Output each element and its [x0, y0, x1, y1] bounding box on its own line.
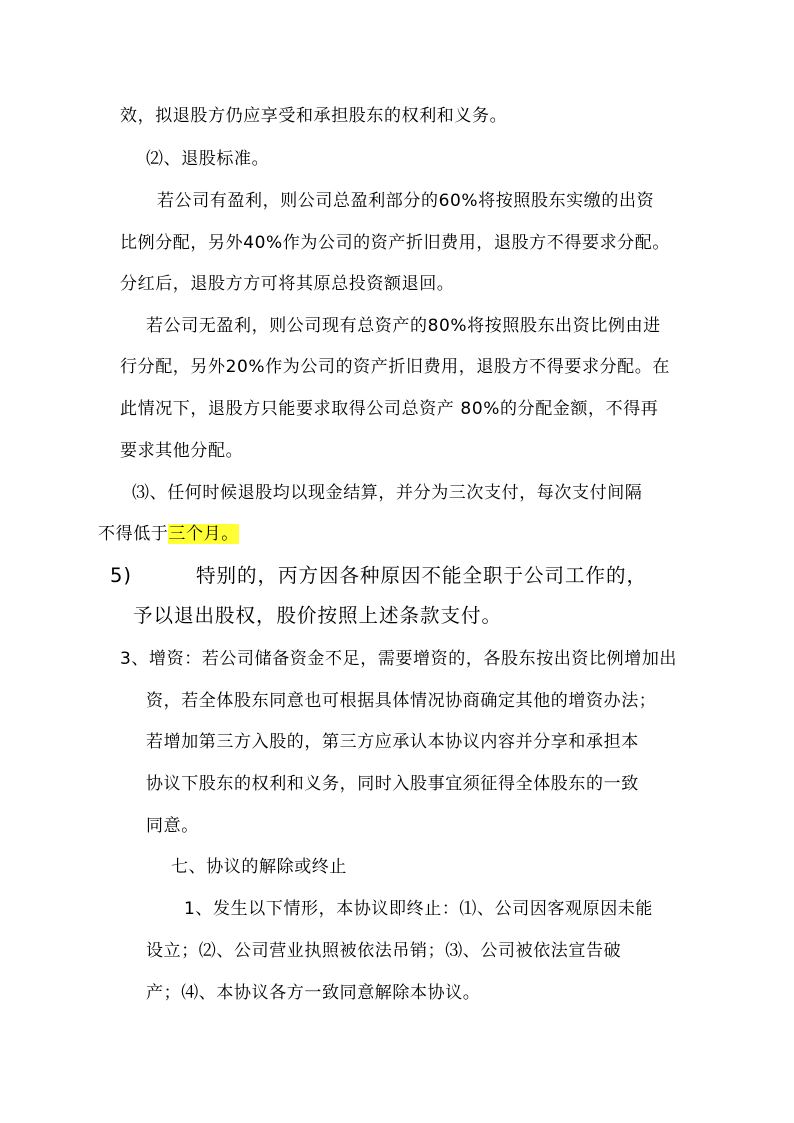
paragraph-line: 若公司有盈利，则公司总盈利部分的60%将按照股东实缴的出资	[157, 191, 655, 211]
section-heading: ⑵、退股标准。	[146, 149, 270, 169]
paragraph-line	[98, 523, 239, 545]
paragraph-line: 同意。	[146, 816, 199, 836]
paragraph-line: 产；⑷、本协议各方一致同意解除本协议。	[146, 983, 481, 1003]
paragraph-line: 3、增资：若公司储备资金不足，需要增资的，各股东按出资比例增加出	[120, 649, 678, 669]
paragraph-line: 此情况下，退股方只能要求取得公司总资产 80%的分配金额，不得再	[120, 399, 659, 419]
paragraph-line: 1、发生以下情形，本协议即终止：⑴、公司因客观原因未能	[184, 899, 654, 919]
section-heading: 七、协议的解除或终止	[171, 857, 347, 877]
list-number: 5)	[110, 564, 133, 587]
paragraph-line: 比例分配，另外40%作为公司的资产折旧费用，退股方不得要求分配。	[120, 233, 670, 253]
paragraph-line: 要求其他分配。	[120, 441, 244, 461]
highlighted-text: 三个月。	[168, 524, 239, 544]
paragraph-line: ⑶、任何时候退股均以现金结算，并分为三次支付，每次支付间隔	[132, 483, 643, 503]
paragraph-line: 分红后，退股方方可将其原总投资额退回。	[120, 274, 455, 294]
paragraph-line: 予以退出股权，股价按照上述条款支付。	[133, 604, 503, 627]
paragraph-line: 特别的，丙方因各种原因不能全职于公司工作的，	[196, 564, 648, 587]
paragraph-line: 若公司无盈利，则公司现有总资产的80%将按照股东出资比例由进	[146, 316, 661, 336]
paragraph-line: 协议下股东的权利和义务，同时入股事宜须征得全体股东的一致	[146, 774, 639, 794]
text-run: 不得低于	[98, 524, 169, 544]
paragraph-line: 效，拟退股方仍应享受和承担股东的权利和义务。	[120, 106, 508, 126]
paragraph-line: 设立；⑵、公司营业执照被依法吊销；⑶、公司被依法宣告破	[146, 941, 622, 961]
paragraph-line: 若增加第三方入股的，第三方应承认本协议内容并分享和承担本	[146, 732, 639, 752]
paragraph-line: 资，若全体股东同意也可根据具体情况协商确定其他的增资办法；	[146, 691, 657, 711]
paragraph-line: 行分配，另外20%作为公司的资产折旧费用，退股方不得要求分配。在	[120, 357, 670, 377]
